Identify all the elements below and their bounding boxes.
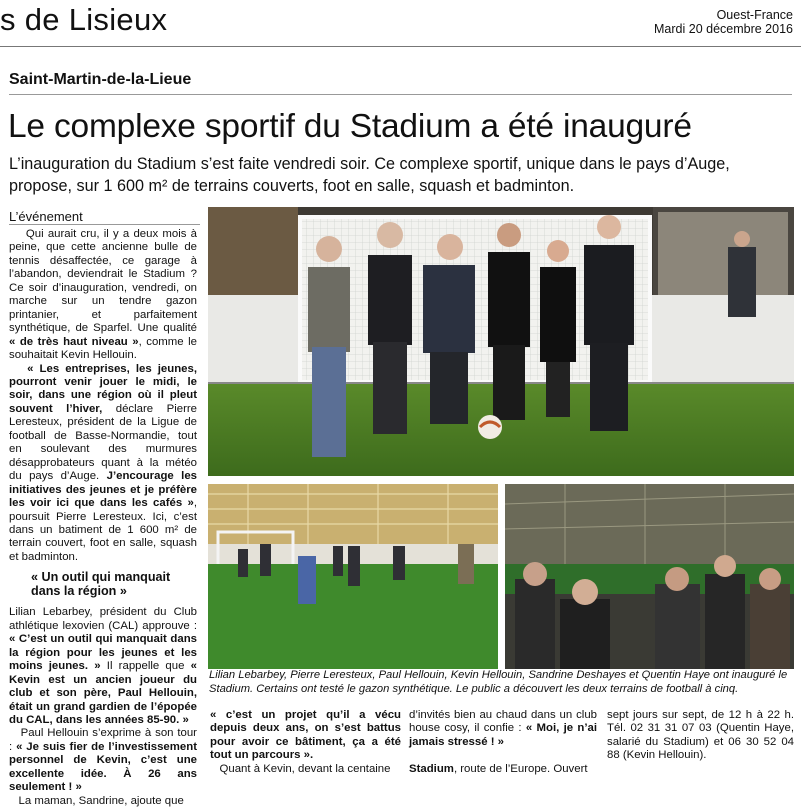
photo-caption: Lilian Lebarbey, Pierre Leresteux, Paul Hellouin, Kevin Hellouin, Sandrine Deshayes et Quentin Haye ont inauguré le Stadium. Certains ont testé le gazon synthétique. Le public a découvert les deux terrains de football à cinq. (209, 669, 788, 695)
article-headline: Le complexe sportif du Stadium a été inauguré (8, 108, 692, 145)
article-rubrique: L’événement (9, 209, 83, 224)
intertitle: « Un outil qui manquait dans la région » (31, 570, 171, 599)
article-location: Saint-Martin-de-la-Lieue (9, 71, 192, 88)
paragraph: d’invités bien au chaud dans un club house cosy, il confie : « Moi, je n’ai jamais stressé ! » (409, 709, 597, 748)
newspaper-name: Ouest-France (716, 8, 793, 22)
crowd-photo (505, 484, 794, 669)
paragraph: Lilian Lebarbey, président du Club athlétique lexovien (CAL) approuve : « C’est un outil qui manquait dans la région pour les jeunes et les moins jeunes. » Il rappelle que « Kevin est un ancien joueur du club et son père, Paul Hellouin, était un grand gardien de l’épopée du CAL, dans les années 85-90. » (9, 606, 197, 726)
article-column-4 (607, 709, 794, 763)
paragraph: « Les entreprises, les jeunes, pourront venir jouer le midi, le soir, dans une région où il pleut souvent l’hiver, déclare Pierre Leresteux, président de la Ligue de football de Basse-Normandie, tout en soulevant des murmures désapprobateurs quant à la météo du pays d’Auge. J’encourage les initiatives des jeunes et je préfère les voir ici que dans les cafés », poursuit Pierre Leresteux. Ici, c’est dans un batiment de 1 600 m² de terrain couvert, foot en salle, squash et badminton. (9, 362, 198, 563)
rubrique-rule (9, 224, 200, 225)
article-column-2 (210, 709, 401, 776)
article-column-3 (409, 709, 597, 777)
issue-date: Mardi 20 décembre 2016 (654, 22, 793, 36)
paragraph: « c’est un projet qu’il a vécu depuis deux ans, on s’est battus pour avoir ce bâtiment, ça a été tout un parcours ». (210, 709, 401, 762)
header-rule (0, 46, 801, 47)
article-column-1 (9, 228, 197, 808)
field-photo (208, 484, 498, 669)
paragraph: Qui aurait cru, il y a deux mois à peine, que cette ancienne bulle de tennis désaffectée, ce garage à l’abandon, deviendrait le Stadium ? Ce soir d’inauguration, vendredi, on marche sur un tendre gazon printanier, et parfaitement synthétique, de Sparfel. Une qualité « de très haut niveau », comme le souhaitait Kevin Hellouin. (9, 228, 198, 362)
paragraph: Stadium, route de l’Europe. Ouvert (409, 763, 588, 776)
kicker-rule (9, 94, 792, 95)
paragraph: Quant à Kevin, devant la centaine (219, 762, 391, 775)
article-standfirst: L’inauguration du Stadium s’est faite vendredi soir. Ce complexe sportif, unique dans le pays d’Auge, propose, sur 1 600 m² de terrains couverts, foot en salle, squash et badminton. (9, 155, 730, 195)
newspaper-info (654, 8, 793, 36)
section-title: s de Lisieux (0, 2, 168, 37)
paragraph: sept jours sur sept, de 12 h à 22 h. Tél. 02 31 31 07 03 (Quentin Haye, salarié du Stadium) et 06 30 52 04 88 (Kevin Hellouin). (607, 709, 794, 762)
paragraph: Paul Hellouin s’exprime à son tour : « Je suis fier de l’investissement personnel de Kevin, c’est une excellente idée. À 26 ans seulement ! » (9, 727, 197, 794)
main-photo (208, 207, 794, 476)
paragraph: La maman, Sandrine, ajoute que (18, 794, 184, 807)
